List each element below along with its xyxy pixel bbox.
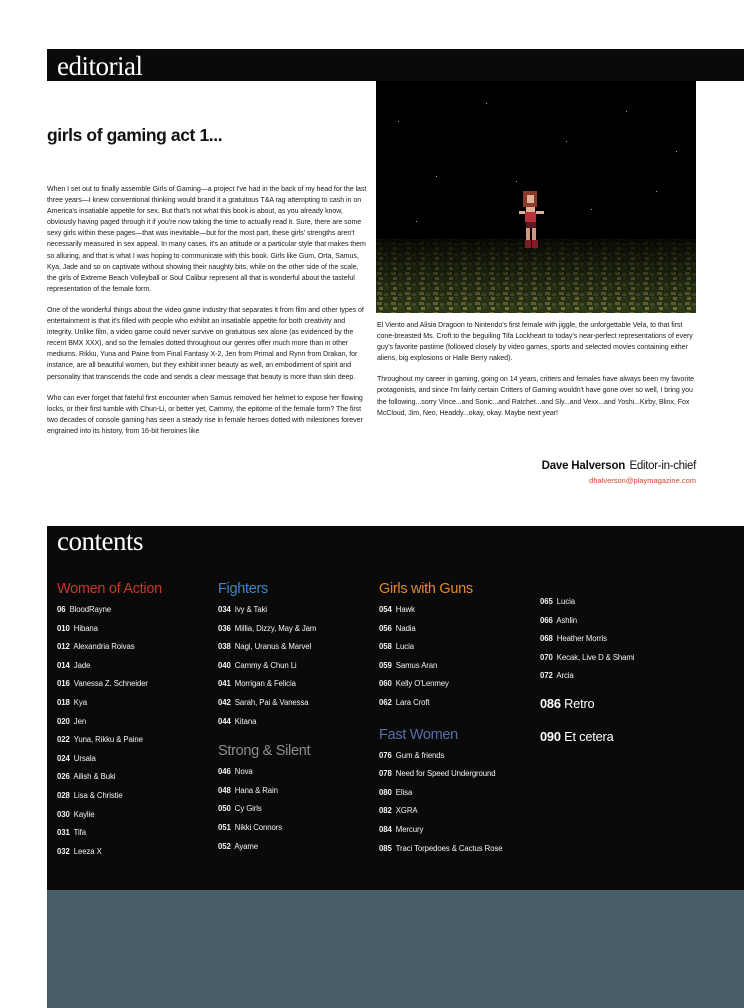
contents-entry[interactable] — [57, 713, 162, 732]
contents-entry[interactable] — [57, 787, 162, 806]
entry-title: Cy Girls — [234, 804, 262, 814]
entry-title: Mercury — [395, 824, 424, 834]
author-signoff — [542, 456, 696, 485]
page-number: 068 — [540, 634, 553, 644]
contents-entry[interactable] — [379, 657, 502, 676]
page-number: 018 — [57, 697, 70, 707]
section-heading-fast-women: Fast Women — [379, 726, 458, 743]
page-number: 056 — [379, 623, 392, 633]
contents-title: contents — [57, 526, 143, 556]
page-number: 050 — [218, 804, 231, 814]
entry-title: Alexandria Roivas — [73, 642, 135, 652]
entry-title: Morrigan & Felicia — [234, 679, 296, 689]
page-number: 031 — [57, 828, 70, 838]
entry-title: Need for Speed Underground — [395, 769, 496, 779]
entry-title: Lucia — [556, 597, 575, 606]
entry-title: Ayame — [234, 841, 258, 851]
page-number: 06 — [57, 605, 66, 614]
contents-entry[interactable] — [540, 667, 634, 686]
contents-entry[interactable] — [218, 638, 316, 657]
entry-title: Nikki Connors — [234, 822, 283, 832]
entry-title: Lara Croft — [395, 697, 430, 707]
paragraph: El Viento and Alisia Dragoon to Nintendo's first female with jiggle, the unforgettable Vela, to that first cone-breasted Ms. Croft to the beguiling Tifa Lockheart to today's near-perfect representations of every guy's favorite pastime (followed closely by video games, sports and selected movies containing either aliens, big explosions or Halle Berry naked). — [377, 322, 693, 363]
contents-entry[interactable] — [218, 694, 316, 713]
contents-entry[interactable] — [57, 601, 162, 620]
contents-entry[interactable] — [218, 675, 316, 694]
contents-entry[interactable] — [540, 593, 634, 612]
page-number: 042 — [218, 697, 231, 707]
entry-title: Ashlin — [556, 615, 577, 625]
page-number: 051 — [218, 822, 231, 832]
contents-entry[interactable] — [379, 694, 502, 713]
contents-entry[interactable] — [57, 657, 162, 676]
entry-title: Arcia — [556, 671, 574, 681]
contents-major-entry[interactable] — [540, 729, 634, 744]
section-label: editorial — [57, 51, 143, 81]
page-number: 032 — [57, 846, 70, 856]
entry-title: Tifa — [73, 828, 86, 838]
contents-entry[interactable] — [57, 843, 162, 862]
page-number: 046 — [218, 767, 231, 777]
contents-entry[interactable] — [57, 620, 162, 639]
contents-entry[interactable] — [57, 806, 162, 825]
page-number: 038 — [218, 642, 231, 652]
page-number: 030 — [57, 809, 70, 819]
entry-title: XGRA — [395, 806, 418, 816]
entry-title: Cammy & Chun Li — [234, 660, 297, 670]
contents-entry[interactable] — [57, 768, 162, 787]
paragraph: Who can ever forget that fateful first encounter when Samus removed her helmet to expose her flowing locks, or their first tumble with Chun-Li, or better yet, Cammy, the epitome of the female form? The first two decades of console gaming has seen a steady rise in female heroes dotted with milestones forever engrained into its history, from 16-bit heroines like — [47, 394, 363, 435]
entry-title: Sarah, Pai & Vanessa — [234, 697, 309, 707]
game-screenshot — [376, 81, 696, 313]
entry-title: Ursala — [73, 753, 96, 763]
contents-entry[interactable] — [218, 601, 316, 620]
entry-title: Kya — [73, 697, 87, 707]
author-email-link[interactable]: dhalverson@playmagazine.com — [589, 476, 696, 485]
page-number: 059 — [379, 660, 392, 670]
page-number: 072 — [540, 671, 553, 681]
page-number: 066 — [540, 615, 553, 625]
contents-entry[interactable] — [218, 620, 316, 639]
contents-entry[interactable] — [218, 763, 316, 782]
editorial-header-bar — [47, 49, 744, 81]
entry-title: Nagi, Uranus & Marvel — [234, 642, 312, 652]
contents-entry[interactable] — [379, 840, 502, 859]
page-number: 048 — [218, 785, 231, 795]
page-number: 052 — [218, 841, 231, 851]
contents-entry[interactable] — [379, 675, 502, 694]
game-scene-image — [376, 81, 696, 313]
section-heading-women-of-action: Women of Action — [57, 581, 162, 597]
page-number: 016 — [57, 679, 70, 689]
entry-title: Kaylie — [73, 809, 95, 819]
contents-entry[interactable] — [540, 612, 634, 631]
entry-title: Ailish & Buki — [73, 772, 116, 782]
page-number: 054 — [379, 605, 392, 614]
entry-title: Jade — [73, 660, 91, 670]
entry-title: Kecak, Live D & Shami — [556, 652, 635, 662]
paragraph: Throughout my career in gaming, going on 14 years, critters and females have always been my favorite protagonists, and since I'm fairly certain Critters of Gaming wouldn't have gone over so well, I bring you the following...sorry Vince...and Sonic...and Ratchet...and Sly...and Vexx...and Yoshi...Kirby, Blinx, Fox McCloud, Jim, Neo, Headdy...okay, okay. Maybe next year! — [377, 376, 694, 417]
contents-entry[interactable] — [379, 601, 502, 620]
entry-title: Nova — [234, 767, 253, 777]
contents-entry[interactable] — [218, 657, 316, 676]
entry-title: Traci Torpedoes & Cactus Rose — [395, 843, 503, 853]
contents-entry[interactable] — [379, 638, 502, 657]
page-number: 078 — [379, 769, 392, 779]
contents-entry[interactable] — [218, 838, 316, 857]
paragraph: When I set out to finally assemble Girls of Gaming—a project I've had in the back of my head for the last three years—I knew conventional thinking would brand it a gratuitous T&A rag attempting to cash in on America's insatiable appetite for sex. But that's not what this book is about, as you already know, obviously having paged through it if you're now taking the time to actually read it. Sure, there are some sexy girls within these pages—that was inevitable—but for the most part, these girls' strengths aren't necessarily measured in sex appeal. In many cases, it's an attitude or a particular style that makes them so alluring, and that is what I was hoping to communicate with this book. Girls like Gum, Orta, Samus, Kya, Jade and so on captivate without showing their naughty bits, while on the other side of the scale, the girls of Extreme Beach Volleyball or Soul Calibur represent all that is wonderful about the tasteful representation of the female form. — [47, 186, 367, 293]
contents-entry[interactable] — [218, 800, 316, 819]
page-number: 036 — [218, 623, 231, 633]
contents-entry[interactable] — [218, 819, 316, 838]
contents-column-2 — [218, 581, 316, 856]
contents-entry[interactable] — [57, 731, 162, 750]
page-number: 084 — [379, 824, 392, 834]
page-number: 070 — [540, 652, 553, 662]
contents-column-1 — [57, 581, 162, 861]
page-number: 010 — [57, 623, 70, 633]
page-number: 012 — [57, 642, 70, 652]
page-number: 090 — [540, 728, 561, 744]
entry-title: Hawk — [395, 605, 415, 614]
page-number: 028 — [57, 790, 70, 800]
entry-title: Lucia — [395, 642, 414, 652]
page-number: 022 — [57, 735, 70, 745]
entry-title: Vanessa Z. Schneider — [73, 679, 148, 689]
paragraph: One of the wonderful things about the video game industry that separates it from film and other types of entertainment is that it's filled with people who exhibit an insatiable appetite for both creativity and integrity. Unlike film, a video game could never survive on gratuitous sex alone (as evidenced by the recent BMX XXX), and so the females dotted throughout our genres offer much more than in other mediums. Rikku, Yuna and Paine from Final Fantasy X-2, Jen from Primal and Rynn from Drakan, for instance, are all beautiful women, but they exhibit inner beauty as well, an embodiment of spirit and personality that transcends the code and sends a clear message that beauty is more than skin deep. — [47, 306, 364, 381]
entry-title: Retro — [564, 695, 595, 711]
entry-title: Heather Morris — [556, 634, 607, 644]
contents-entry[interactable] — [379, 802, 502, 821]
entry-title: Kelly O'Lenmey — [395, 679, 449, 689]
contents-column-4 — [540, 593, 634, 762]
author-title: Editor-in-chief — [629, 460, 696, 472]
entry-title: Hana & Rain — [234, 785, 278, 795]
page-number: 062 — [379, 697, 392, 707]
entry-title: Elisa — [395, 787, 413, 797]
entry-title: Kitana — [234, 716, 257, 726]
article-body-left — [47, 184, 369, 447]
page-number: 044 — [218, 716, 231, 726]
contents-column-3 — [379, 581, 502, 858]
author-name: Dave Halverson — [541, 460, 626, 472]
contents-entry[interactable] — [57, 750, 162, 769]
article-body-right — [377, 320, 697, 429]
section-heading-fighters: Fighters — [218, 581, 268, 597]
page-number: 086 — [540, 695, 561, 711]
contents-entry[interactable] — [379, 620, 502, 639]
contents-entry[interactable] — [540, 630, 634, 649]
page-number: 080 — [379, 787, 392, 797]
page-number: 040 — [218, 660, 231, 670]
section-heading-strong-and-silent: Strong & Silent — [218, 743, 311, 760]
page-number: 020 — [57, 716, 70, 726]
entry-title: Gum & friends — [395, 750, 445, 760]
entry-title: Millia, Dizzy, May & Jam — [234, 623, 317, 633]
contents-entry[interactable] — [57, 638, 162, 657]
entry-title: Et cetera — [564, 728, 614, 744]
contents-entry[interactable] — [379, 821, 502, 840]
entry-title: Leeza X — [73, 846, 102, 856]
page-number: 082 — [379, 806, 392, 816]
footer-color-block — [47, 890, 744, 1008]
entry-title: Hibana — [73, 623, 98, 633]
entry-title: BloodRayne — [69, 605, 112, 614]
contents-entry[interactable] — [218, 782, 316, 801]
page-number: 058 — [379, 642, 392, 652]
contents-entry[interactable] — [218, 713, 316, 732]
entry-title: Yuna, Rikku & Paine — [73, 735, 143, 745]
contents-entry[interactable] — [57, 824, 162, 843]
page-number: 076 — [379, 750, 392, 760]
page-number: 034 — [218, 605, 231, 614]
contents-major-entry[interactable] — [540, 696, 634, 711]
contents-entry[interactable] — [379, 784, 502, 803]
entry-title: Nadia — [395, 623, 416, 633]
entry-title: Samus Aran — [395, 660, 438, 670]
contents-entry[interactable] — [57, 675, 162, 694]
page-number: 060 — [379, 679, 392, 689]
contents-entry[interactable] — [379, 747, 502, 766]
page-number: 065 — [540, 597, 553, 606]
page-number: 024 — [57, 753, 70, 763]
contents-entry[interactable] — [57, 694, 162, 713]
page-number: 085 — [379, 843, 392, 853]
entry-title: Jen — [73, 716, 87, 726]
entry-title: Lisa & Christie — [73, 790, 123, 800]
section-heading-girls-with-guns: Girls with Guns — [379, 581, 473, 597]
contents-entry[interactable] — [379, 765, 502, 784]
page-number: 026 — [57, 772, 70, 782]
contents-entry[interactable] — [540, 649, 634, 668]
page-number: 014 — [57, 660, 70, 670]
entry-title: Ivy & Taki — [234, 605, 268, 614]
article-headline: girls of gaming act 1... — [47, 125, 223, 145]
page-number: 041 — [218, 679, 231, 689]
